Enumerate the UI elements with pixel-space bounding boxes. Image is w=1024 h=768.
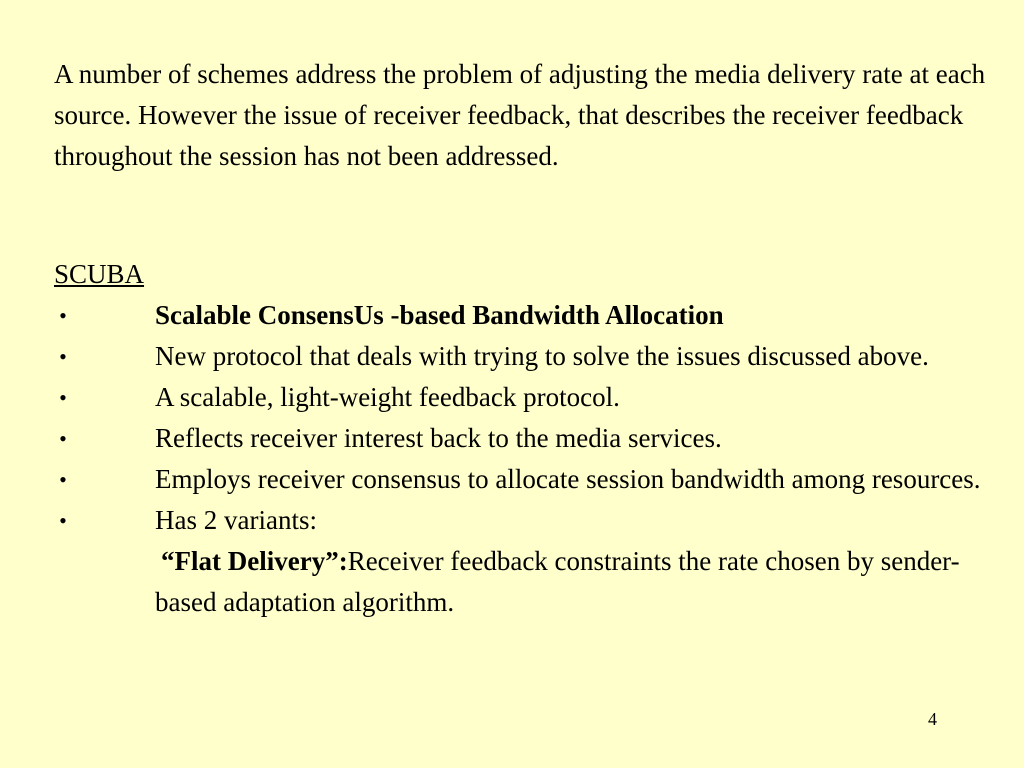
list-item (54, 418, 984, 459)
bullet-text: Employs receiver consensus to allocate session bandwidth among resources. (155, 464, 981, 494)
bullet-list (54, 295, 984, 623)
bullet-text: Scalable ConsensUs -based Bandwidth Allocation (155, 300, 724, 330)
bullet-icon: • (59, 303, 67, 328)
bullet-icon: • (59, 508, 67, 533)
variant-item (54, 541, 984, 623)
list-item (54, 459, 984, 500)
bullet-icon: • (59, 385, 67, 410)
bullet-text: New protocol that deals with trying to solve the issues discussed above. (155, 341, 929, 371)
intro-paragraph: A number of schemes address the problem of adjusting the media delivery rate at each source. However the issue of receiver feedback, that describes the receiver feedback throughout the session has not been addressed. (54, 59, 986, 171)
list-item (54, 295, 984, 336)
list-item (54, 336, 984, 377)
bullet-text: Has 2 variants: (155, 505, 317, 535)
variant-text: Receiver feedback constraints the rate chosen by sender- based adaptation algorithm. (155, 546, 960, 617)
list-item (54, 500, 984, 541)
page-number: 4 (928, 709, 937, 729)
bullet-text: A scalable, light-weight feedback protocol. (155, 382, 620, 412)
bullet-icon: • (59, 467, 67, 492)
bullet-icon: • (59, 426, 67, 451)
bullet-icon: • (59, 344, 67, 369)
variant-label: “Flat Delivery”: (161, 546, 348, 576)
section-heading: SCUBA (54, 259, 145, 289)
bullet-text: Reflects receiver interest back to the media services. (155, 423, 722, 453)
list-item (54, 377, 984, 418)
